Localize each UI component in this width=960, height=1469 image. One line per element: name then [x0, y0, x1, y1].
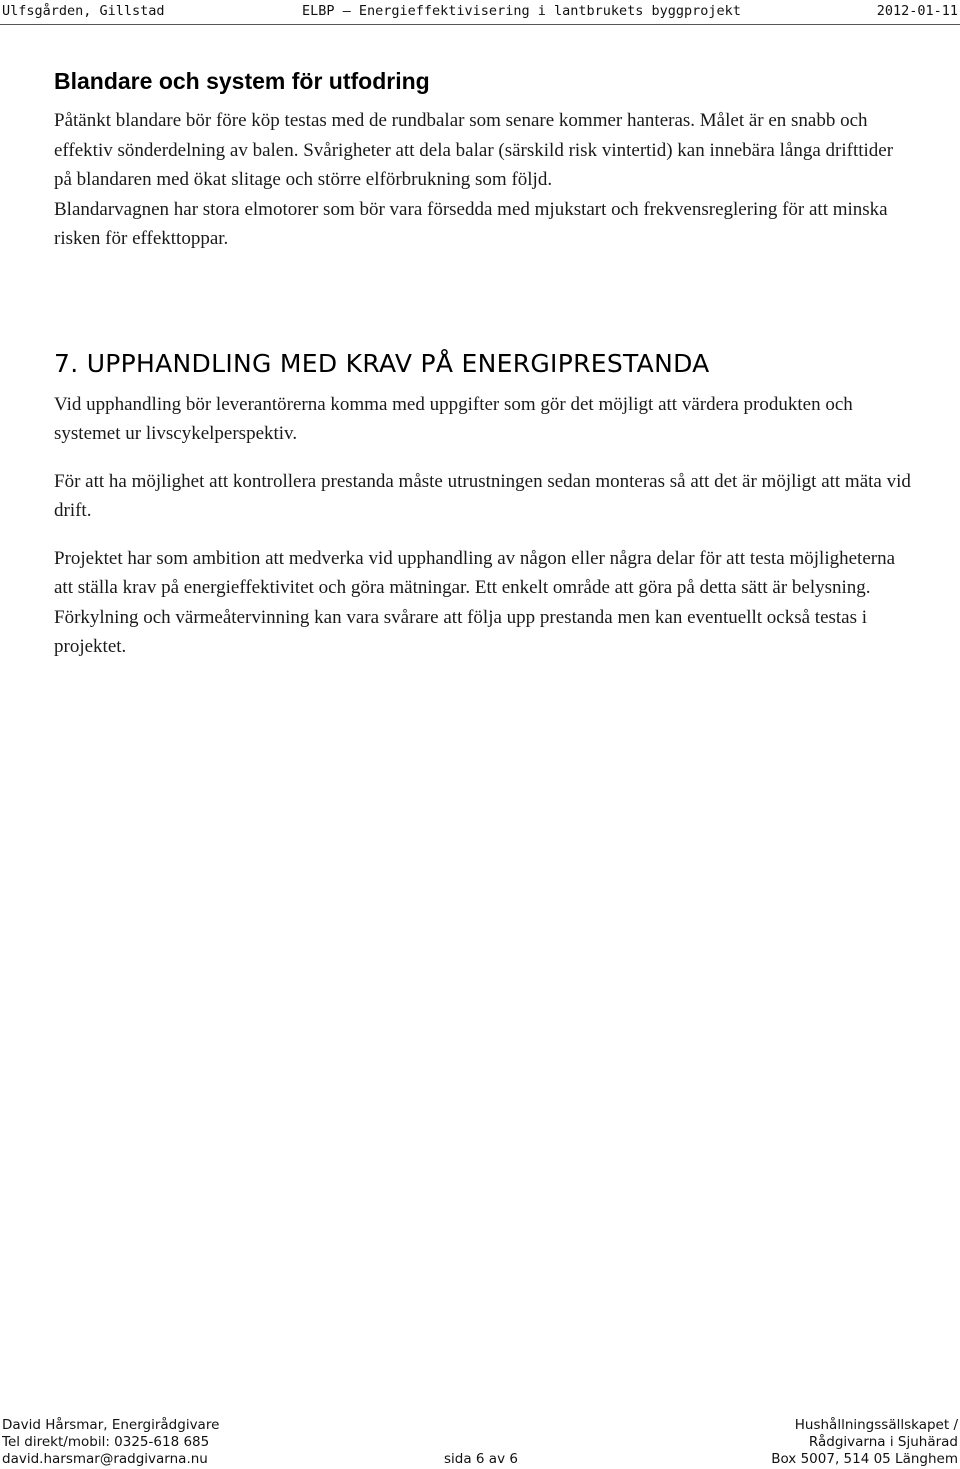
- footer-phone: Tel direkt/mobil: 0325-618 685: [2, 1434, 210, 1450]
- header-divider: [0, 24, 960, 25]
- paragraph: Projektet har som ambition att medverka vid upphandling av någon eller några delar för att testa möjligheterna att ställa krav på energieffektivitet och göra mätningar. Ett enkelt område att göra på detta sätt är belysning. Förkylning och värmeåtervinning kan vara svårare att följa upp prestanda men kan eventuellt också testas i projektet.: [54, 547, 896, 657]
- header-location: Ulfsgården, Gillstad: [2, 3, 165, 19]
- footer-email: david.harsmar@radgivarna.nu: [2, 1451, 208, 1467]
- chapter-heading: 7. UPPHANDLING MED KRAV PÅ ENERGIPRESTANDA: [54, 348, 710, 378]
- header-project-title: ELBP – Energieffektivisering i lantbrukets byggprojekt: [302, 3, 741, 19]
- paragraph: Påtänkt blandare bör före köp testas med de rundbalar som senare kommer hanteras. Målet är en snabb och effektiv sönderdelning av balen. Svårigheter att dela balar (särskild risk vintertid) kan innebära långa drifttider på blandaren med ökat slitage och större elförbrukning som följd.: [54, 110, 894, 190]
- paragraph: Blandarvagnen har stora elmotorer som bör vara försedda med mjukstart och frekvensreglering för att minska risken för effekttoppar.: [54, 198, 888, 249]
- page-footer: [0, 1415, 960, 1469]
- section-heading-blandare: Blandare och system för utfodring: [54, 68, 430, 94]
- footer-organization-sub: Rådgivarna i Sjuhärad: [808, 1434, 958, 1450]
- footer-address: Box 5007, 514 05 Länghem: [771, 1451, 958, 1467]
- footer-organization: Hushållningssällskapet /: [794, 1417, 958, 1433]
- paragraph: För att ha möjlighet att kontrollera prestanda måste utrustningen sedan monteras så att det är möjligt att mäta vid drift.: [54, 470, 911, 521]
- footer-page-number: sida 6 av 6: [444, 1451, 518, 1467]
- footer-author: David Hårsmar, Energirådgivare: [2, 1417, 220, 1433]
- page-header: [0, 0, 960, 24]
- document-body: [54, 66, 914, 662]
- paragraph: Vid upphandling bör leverantörerna komma med uppgifter som gör det möjligt att värdera produkten och systemet ur livscykelperspektiv.: [54, 393, 853, 444]
- header-date: 2012-01-11: [876, 3, 958, 19]
- section-upphandling: [54, 348, 914, 662]
